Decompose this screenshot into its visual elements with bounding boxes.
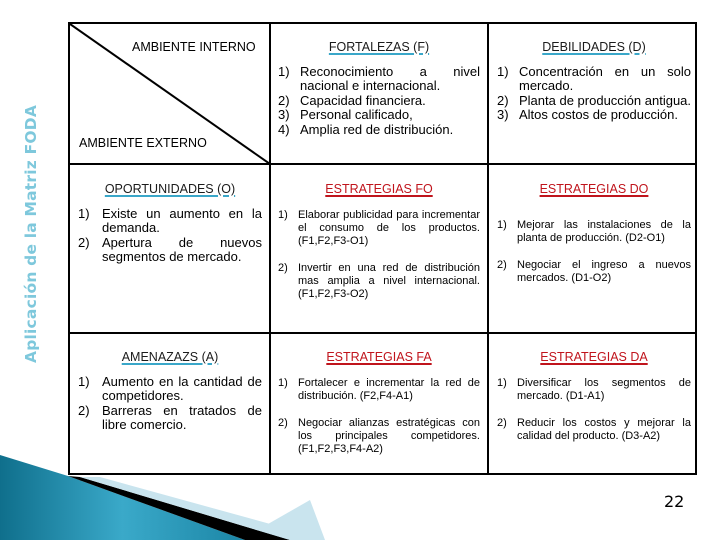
estrategias-da-heading: ESTRATEGIAS DA <box>540 350 648 364</box>
grid-divider-vertical-2 <box>487 24 489 473</box>
list-item: 1) Elaborar publicidad para incrementar el consumo de los productos. (F1,F2,F3-O1) <box>278 208 480 247</box>
estrategias-da-list <box>497 377 691 443</box>
list-item: 2) Negociar el ingreso a nuevos mercados. (D1-O2) <box>497 258 691 284</box>
list-item: 3) Altos costos de producción. <box>497 107 678 122</box>
fortalezas-cell <box>278 40 480 137</box>
debilidades-heading: DEBILIDADES (D) <box>542 40 646 54</box>
estrategias-fo-heading: ESTRATEGIAS FO <box>325 182 433 196</box>
fortalezas-list <box>278 65 480 138</box>
list-item: 1) Concentración en un solo mercado. <box>497 63 691 93</box>
estrategias-fo-cell <box>278 182 480 301</box>
list-item: 1) Aumento en la cantidad de competidores. <box>78 373 262 403</box>
amenazas-heading: AMENAZAZS (A) <box>121 350 219 364</box>
list-item: 2) Barreras en tratados de libre comercio. <box>78 402 262 432</box>
grid-divider-horizontal-2 <box>70 332 695 334</box>
oportunidades-cell <box>78 182 262 265</box>
list-item: 2) Planta de producción antigua. <box>497 92 692 108</box>
amenazas-cell <box>78 350 262 433</box>
ambiente-externo-label: AMBIENTE EXTERNO <box>79 136 207 150</box>
list-item: 2) Reducir los costos y mejorar la calidad del producto. (D3-A2) <box>497 416 691 442</box>
estrategias-fa-list <box>278 377 480 456</box>
amenazas-list <box>78 375 262 433</box>
list-item: 1) Reconocimiento a nivel nacional e internacional. <box>278 63 480 93</box>
list-item: 2) Invertir en una red de distribución mas amplia a nivel internacional. (F1,F2,F3-O2) <box>278 261 480 300</box>
list-item: 2) Negociar alianzas estratégicas con los principales competidores. (F1,F2,F3,F4-A2) <box>278 416 480 455</box>
list-item: 3) Personal calificado, <box>278 107 413 122</box>
oportunidades-list <box>78 207 262 265</box>
debilidades-cell <box>497 40 691 123</box>
oportunidades-heading: OPORTUNIDADES (O) <box>104 182 236 196</box>
estrategias-fa-cell <box>278 350 480 456</box>
swot-matrix <box>68 22 697 475</box>
page-number: 22 <box>664 492 685 511</box>
fortalezas-heading: FORTALEZAS (F) <box>328 40 430 54</box>
debilidades-list <box>497 65 691 123</box>
side-title: Aplicación de la Matriz FODA <box>22 104 40 363</box>
list-item: 1) Diversificar los segmentos de mercado. (D1-A1) <box>497 376 691 402</box>
ambiente-interno-label: AMBIENTE INTERNO <box>132 40 256 54</box>
list-item: 1) Mejorar las instalaciones de la planta de producción. (D2-O1) <box>497 218 691 244</box>
estrategias-do-cell <box>497 182 691 285</box>
estrategias-da-cell <box>497 350 691 443</box>
list-item: 1) Fortalecer e incrementar la red de distribución. (F2,F4-A1) <box>278 376 480 402</box>
list-item: 2) Apertura de nuevos segmentos de mercado. <box>78 234 262 264</box>
estrategias-fa-heading: ESTRATEGIAS FA <box>326 350 432 364</box>
estrategias-do-list <box>497 219 691 285</box>
list-item: 4) Amplia red de distribución. <box>278 121 454 137</box>
list-item: 1) Existe un aumento en la demanda. <box>78 205 262 235</box>
estrategias-fo-list <box>278 209 480 301</box>
estrategias-do-heading: ESTRATEGIAS DO <box>539 182 649 196</box>
list-item: 2) Capacidad financiera. <box>278 92 426 108</box>
